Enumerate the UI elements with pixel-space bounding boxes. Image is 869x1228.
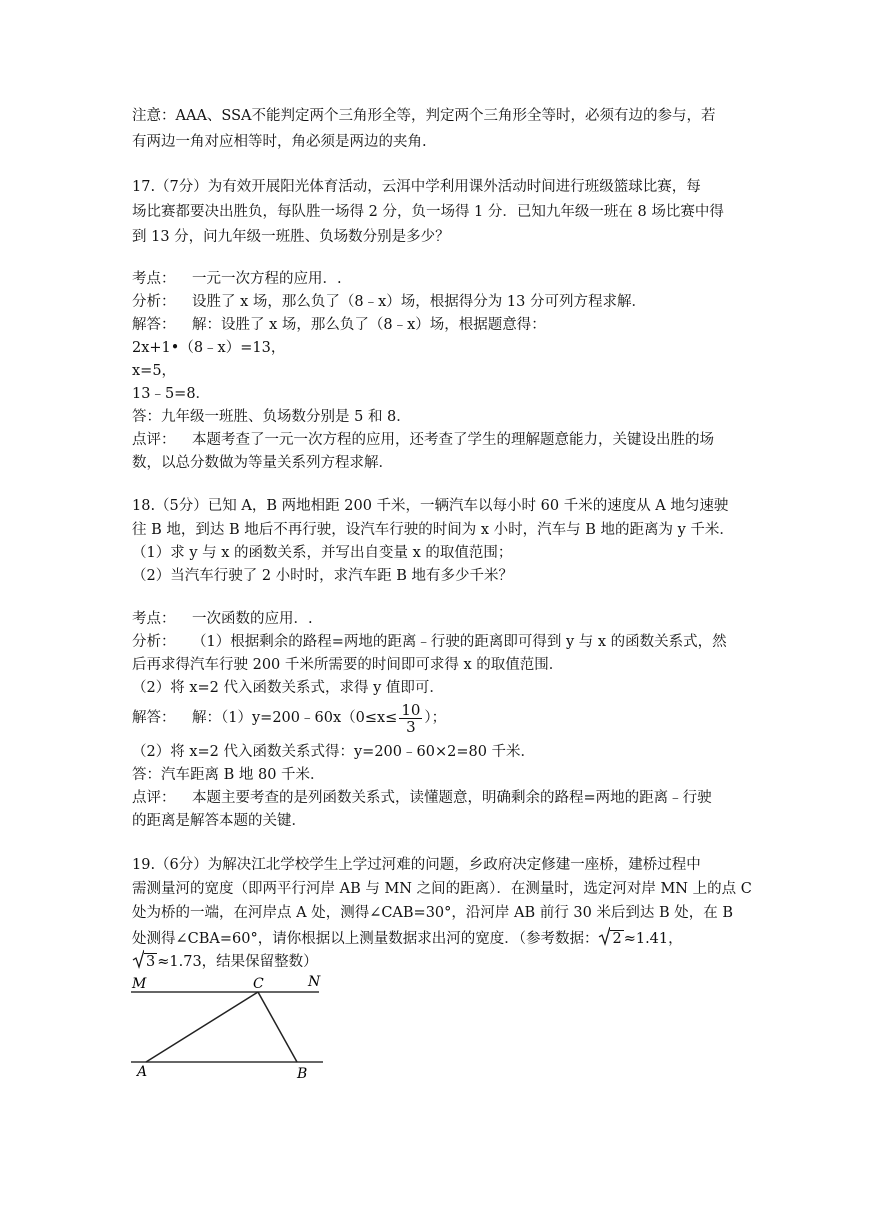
q18-fenxi-line-3: （2）将 x=2 代入函数关系式，求得 y 值即可． xyxy=(132,680,444,696)
sqrt-radicand-3: 3 xyxy=(146,954,156,970)
pingping-text: 本题主要考查的是列函数关系式，读懂题意，明确剩余的路程=两地的距离﹣行驶 xyxy=(192,790,712,806)
q17-equation-3: 13﹣5=8． xyxy=(132,386,211,402)
q18-fenxi xyxy=(132,632,727,652)
kaodian-text: 一次函数的应用．. xyxy=(192,611,313,627)
fraction-denominator: 3 xyxy=(406,717,416,736)
q17-jieda xyxy=(132,315,546,335)
q18-jieda xyxy=(132,700,446,736)
segment-bc xyxy=(258,992,297,1062)
q17-kaodian xyxy=(132,269,342,289)
q17-equation-2: x=5， xyxy=(132,363,177,379)
q19-stem-line-1: 19.（6分）为解决江北学校学生上学过河难的问题，乡政府决定修建一座桥，建桥过程中 xyxy=(132,857,701,873)
q17-equation-1: 2x+1•（8﹣x）=13， xyxy=(132,340,286,356)
stem-text-end: ≈1.41， xyxy=(623,931,683,947)
q17-fenxi xyxy=(132,292,646,312)
q18-fenxi-line-2: 后再求得汽车行驶 200 千米所需要的时间即可求得 x 的取值范围． xyxy=(132,657,564,673)
q17-stem-line-2: 场比赛都要决出胜负，每队胜一场得 2 分，负一场得 1 分．已知九年级一班在 8 场比赛中得 xyxy=(132,204,724,220)
pingping-label: 点评： xyxy=(132,790,176,806)
label-c: C xyxy=(253,976,264,992)
stem-text: 处测得∠CBA=60°，请你根据以上测量数据求出河的宽度．（参考数据： xyxy=(132,931,599,947)
jieda-text: 解：（1）y=200﹣60x（0≤x≤ xyxy=(192,710,398,726)
q18-pingping-line-2: 的距离是解答本题的关键． xyxy=(132,813,306,829)
fraction-10-3 xyxy=(399,702,422,735)
kaodian-text: 一元一次方程的应用．. xyxy=(192,271,342,287)
jieda-label: 解答： xyxy=(132,710,176,726)
q18-pingping xyxy=(132,788,712,808)
jieda-text: 解：设胜了 x 场，那么负了（8﹣x）场，根据题意得： xyxy=(192,317,546,333)
q19-stem-line-3: 处为桥的一端，在河岸点 A 处，测得∠CAB=30°，沿河岸 AB 前行 30 米后到达 B 处，在 B xyxy=(132,905,734,921)
jieda-text-end: ）； xyxy=(424,710,447,726)
note-line-1: 注意：AAA、SSA不能判定两个三角形全等，判定两个三角形全等时，必须有边的参与，若 xyxy=(132,108,716,124)
fenxi-label: 分析： xyxy=(132,634,176,650)
q18-stem-line-1: 18.（5分）已知 A，B 两地相距 200 千米，一辆汽车以每小时 60 千米的速度从 A 地匀速驶 xyxy=(132,498,729,514)
q19-stem-line-2: 需测量河的宽度（即两平行河岸 AB 与 MN 之间的距离）．在测量时，选定河对岸 MN 上的点 C xyxy=(132,881,752,897)
q18-stem-line-2: 往 B 地，到达 B 地后不再行驶，设汽车行驶的时间为 x 小时，汽车与 B 地的距离为 y 千米． xyxy=(132,522,734,538)
q17-pingping xyxy=(132,430,714,450)
river-triangle-figure xyxy=(125,972,335,1082)
note-line-2: 有两边一角对应相等时，角必须是两边的夹角. xyxy=(132,134,427,150)
q17-stem-line-1: 17.（7分）为有效开展阳光体育活动，云洱中学利用课外活动时间进行班级篮球比赛，每 xyxy=(132,179,701,195)
q17-pingping-line-2: 数，以总分数做为等量关系列方程求解． xyxy=(132,455,393,471)
segment-ac xyxy=(146,992,258,1062)
sqrt-radicand-2: 2 xyxy=(612,931,622,947)
label-n: N xyxy=(308,974,321,990)
label-a: A xyxy=(137,1064,148,1080)
pingping-label: 点评： xyxy=(132,432,176,448)
q18-part-1: （1）求 y 与 x 的函数关系，并写出自变量 x 的取值范围； xyxy=(132,545,513,561)
jieda-label: 解答： xyxy=(132,317,176,333)
q18-part-2: （2）当汽车行驶了 2 小时时，求汽车距 B 地有多少千米？ xyxy=(132,568,514,584)
label-m: M xyxy=(132,976,147,992)
fenxi-text: 设胜了 x 场，那么负了（8﹣x）场，根据得分为 13 分可列方程求解． xyxy=(192,294,646,310)
stem-text-end: ≈1.73，结果保留整数） xyxy=(157,954,318,970)
pingping-text: 本题考查了一元一次方程的应用，还考查了学生的理解题意能力，关键设出胜的场 xyxy=(192,432,714,448)
sqrt-symbol xyxy=(598,926,610,952)
q18-kaodian xyxy=(132,609,313,629)
q18-answer: 答：汽车距离 B 地 80 千米． xyxy=(132,767,325,783)
q17-stem-line-3: 到 13 分，问九年级一班胜、负场数分别是多少？ xyxy=(132,229,450,245)
q18-solution-2: （2）将 x=2 代入函数关系式得：y=200﹣60×2=80 千米． xyxy=(132,744,536,760)
fenxi-label: 分析： xyxy=(132,294,176,310)
kaodian-label: 考点： xyxy=(132,271,176,287)
fraction-numerator: 10 xyxy=(401,700,421,719)
kaodian-label: 考点： xyxy=(132,611,176,627)
fenxi-text: （1）根据剩余的路程=两地的距离﹣行驶的距离即可得到 y 与 x 的函数关系式，然 xyxy=(192,634,727,650)
q17-answer: 答：九年级一班胜、负场数分别是 5 和 8． xyxy=(132,409,411,425)
label-b: B xyxy=(297,1066,308,1082)
